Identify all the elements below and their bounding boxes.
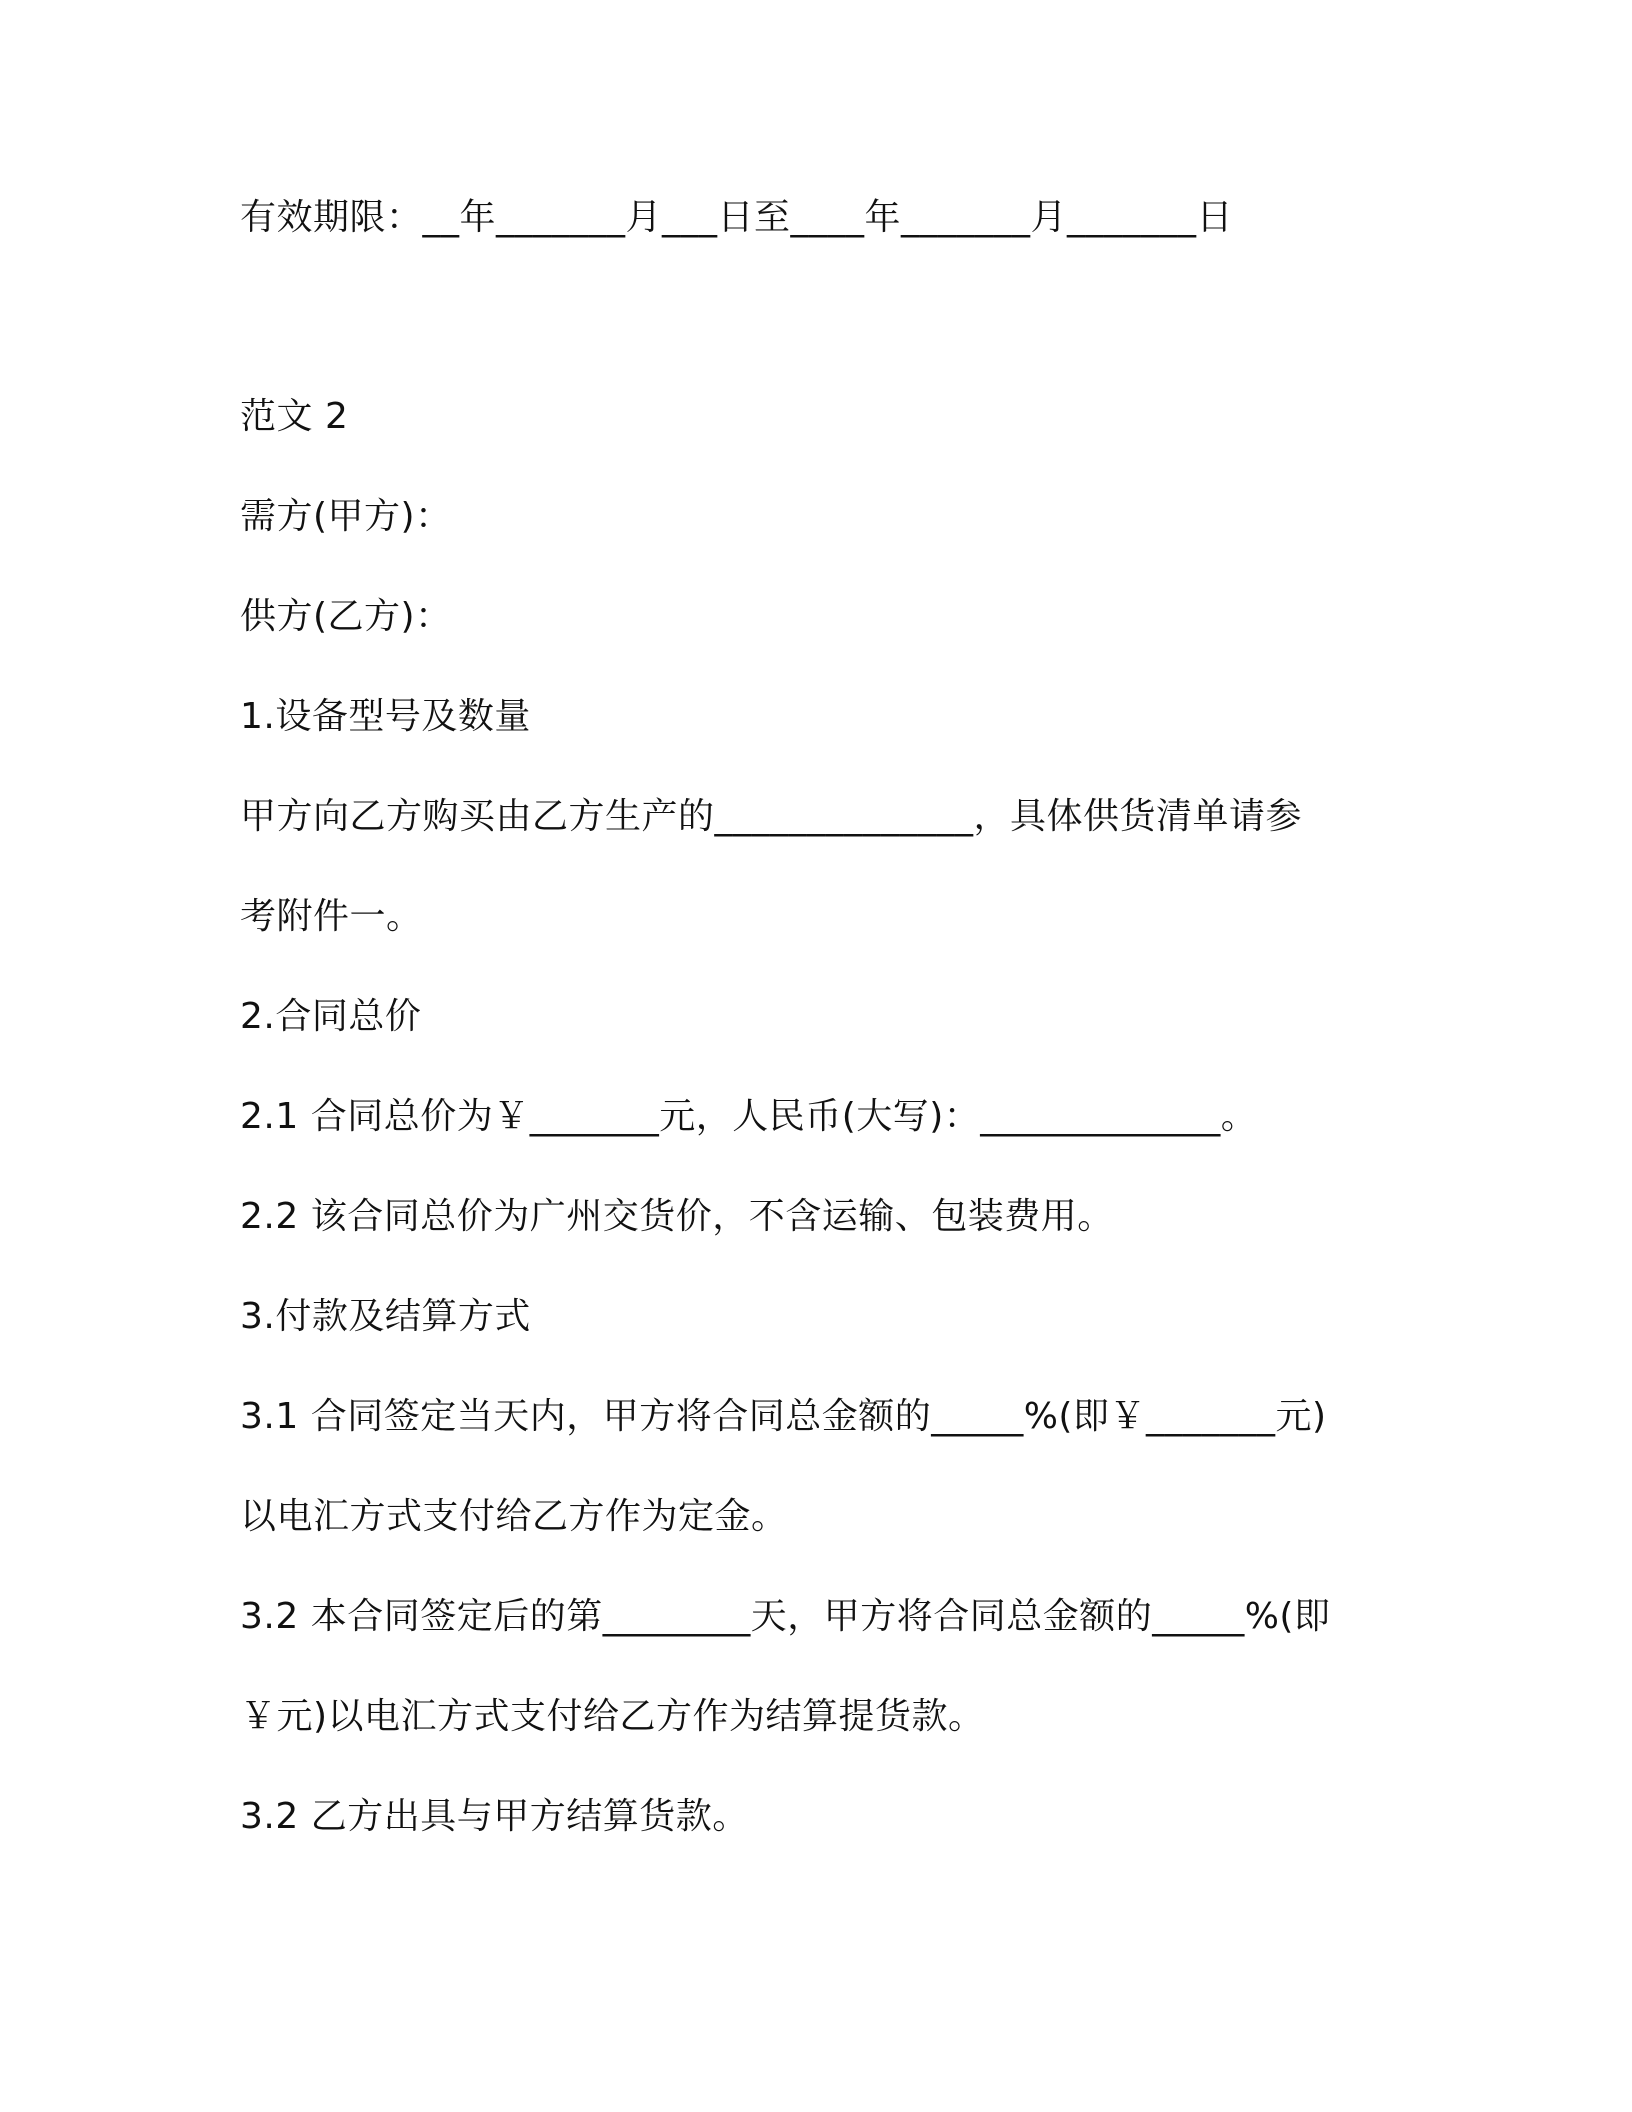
clause-3-1-line-2: 以电汇方式支付给乙方作为定金。 bbox=[240, 1496, 788, 1537]
validity-period-line: 有效期限：__年_______月___日至____年_______月_______日 bbox=[240, 197, 1234, 238]
clause-3-1-line-1: 3.1 合同签定当天内，甲方将合同总金额的_____%(即￥_______元) bbox=[240, 1396, 1327, 1437]
clause-2-1: 2.1 合同总价为￥_______元，人民币(大写)：_____________。 bbox=[240, 1096, 1258, 1137]
clause-3-2b: 3.2 乙方出具与甲方结算货款。 bbox=[240, 1796, 749, 1837]
section-1-text-line-1: 甲方向乙方购买由乙方生产的______________，具体供货清单请参 bbox=[240, 796, 1303, 837]
party-a-label: 需方(甲方)： bbox=[240, 496, 452, 537]
sample-title: 范文 2 bbox=[240, 396, 349, 437]
clause-2-2: 2.2 该合同总价为广州交货价，不含运输、包装费用。 bbox=[240, 1196, 1114, 1237]
party-b-label: 供方(乙方)： bbox=[240, 596, 452, 637]
clause-3-2-line-2: ￥元)以电汇方式支付给乙方作为结算提货款。 bbox=[240, 1696, 985, 1737]
section-1-text-line-2: 考附件一。 bbox=[240, 896, 423, 937]
section-2-heading: 2.合同总价 bbox=[240, 996, 422, 1037]
section-3-heading: 3.付款及结算方式 bbox=[240, 1296, 531, 1337]
clause-3-2-line-1: 3.2 本合同签定后的第________天，甲方将合同总金额的_____%(即 bbox=[240, 1596, 1331, 1637]
section-1-heading: 1.设备型号及数量 bbox=[240, 696, 531, 737]
